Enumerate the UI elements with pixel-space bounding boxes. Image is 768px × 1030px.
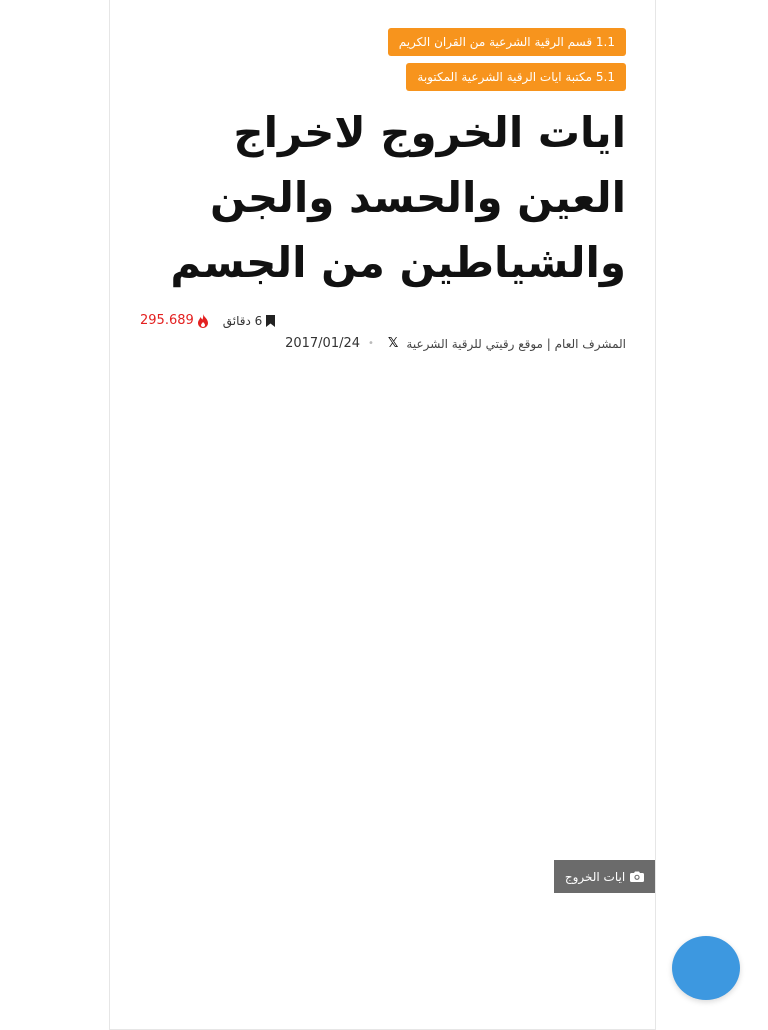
article-title: ايات الخروج لاخراج العين والحسد والجن والشياطين من الجسم xyxy=(170,108,626,287)
image-caption xyxy=(554,860,655,893)
category-badge-ruqyah-library[interactable]: 5.1 مكتبة ايات الرقية الشرعية المكتوبة xyxy=(406,63,626,91)
image-caption-text: ايات الخروج xyxy=(564,869,626,884)
views-count xyxy=(140,313,209,328)
article-card xyxy=(109,0,656,1030)
article-meta xyxy=(285,336,626,351)
read-time xyxy=(223,314,276,328)
floating-action-button[interactable] xyxy=(672,936,740,1000)
views-value: 295.689 xyxy=(140,313,194,328)
x-logo-icon[interactable]: 𝕏 xyxy=(387,336,399,351)
fire-icon xyxy=(197,314,209,328)
meta-separator: • xyxy=(368,338,374,349)
article-stats xyxy=(140,313,275,328)
author-link[interactable]: المشرف العام | موقع رقيتي للرقية الشرعية xyxy=(406,336,626,351)
camera-icon xyxy=(630,871,644,882)
category-badge-quran-ruqyah[interactable]: 1.1 قسم الرقية الشرعية من القران الكريم xyxy=(388,28,626,56)
publish-date: 2017/01/24 xyxy=(285,336,361,351)
read-time-value: 6 دقائق xyxy=(222,313,263,328)
bookmark-icon xyxy=(266,315,275,327)
